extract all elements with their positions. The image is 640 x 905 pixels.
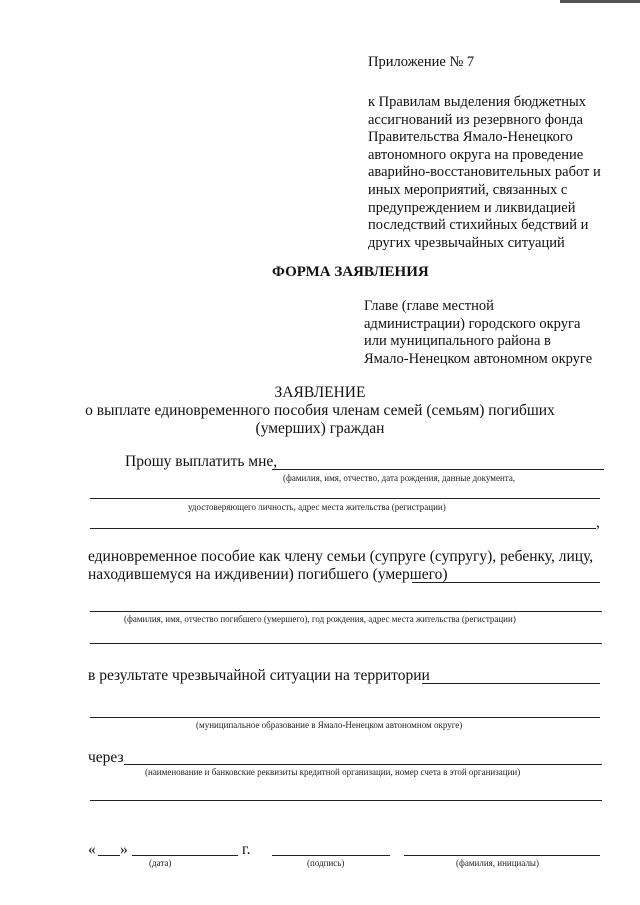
- statement-subtitle-line2: (умерших) граждан: [255, 420, 385, 437]
- annex-line: последствий стихийных бедствий и: [368, 217, 589, 234]
- benefit-line-1: единовременное пособие как члену семьи (супруге (супругу), ребенку, лицу,: [88, 548, 594, 565]
- year-suffix: г.: [242, 841, 251, 858]
- applicant-name-field-line: [272, 469, 604, 470]
- date-caption: (дата): [149, 858, 172, 868]
- addressee-line: или муниципального района в: [364, 333, 551, 350]
- address-comma: ,: [596, 514, 600, 531]
- deceased-extra-field-line: [90, 643, 602, 644]
- addressee-block: [364, 298, 592, 368]
- annex-text: [368, 94, 601, 252]
- bank-caption: (наименование и банковские реквизиты кредитной организации, номер счета в этой организации): [145, 767, 521, 777]
- initials-field-line: [404, 855, 600, 856]
- annex-line: автономного округа на проведение: [368, 146, 584, 163]
- annex-line: ассигнований из резервного фонда: [368, 111, 583, 128]
- territory-field-line: [422, 683, 600, 684]
- addressee-line: Главе (главе местной: [364, 298, 494, 314]
- signature-field-line: [272, 855, 390, 856]
- annex-line: аварийно-восстановительных работ и: [368, 164, 601, 181]
- applicant-address-field-line: [90, 528, 596, 529]
- municipality-field-line: [90, 717, 600, 718]
- date-quote-open: «: [88, 841, 96, 858]
- applicant-document-field-line: [90, 498, 600, 499]
- annex-line: предупреждением и ликвидацией: [368, 199, 576, 216]
- initials-caption: (фамилия, инициалы): [456, 858, 539, 868]
- annex-line: Правительства Ямало-Ненецкого: [368, 129, 573, 146]
- statement-title: ЗАЯВЛЕНИЕ: [274, 384, 366, 401]
- annex-line: к Правилам выделения бюджетных: [368, 94, 586, 110]
- deceased-caption: (фамилия, имя, отчество погибшего (умершего), год рождения, адрес места жительства (регистрации): [124, 614, 516, 624]
- scan-edge-mark: [560, 0, 640, 3]
- via-label: через: [88, 749, 124, 766]
- month-field-line: [132, 855, 238, 856]
- deceased-name-field-line: [412, 582, 600, 583]
- signature-caption: (подпись): [307, 858, 345, 868]
- bank-field-line: [124, 764, 602, 765]
- date-quote-close: »: [120, 841, 128, 858]
- annex-line: иных мероприятий, связанных с: [368, 181, 568, 198]
- emergency-text: в результате чрезвычайной ситуации на территории: [88, 667, 430, 684]
- addressee-line: Ямало-Ненецком автономном округе: [364, 350, 593, 367]
- applicant-caption-2: удостоверяющего личность, адрес места жительства (регистрации): [188, 502, 446, 512]
- applicant-caption-1: (фамилия, имя, отчество, дата рождения, данные документа,: [283, 473, 516, 483]
- annex-line: других чрезвычайных ситуаций: [368, 234, 565, 251]
- annex-title: Приложение № 7: [368, 54, 475, 70]
- form-title: ФОРМА ЗАЯВЛЕНИЯ: [272, 264, 429, 280]
- benefit-line-2: находившемуся на иждивении) погибшего (умершего): [88, 566, 448, 583]
- bank-extra-field-line: [90, 800, 602, 801]
- statement-subtitle-line1: о выплате единовременного пособия членам семей (семьям) погибших: [85, 402, 555, 419]
- deceased-details-field-line: [90, 611, 602, 612]
- addressee-line: администрации) городского округа: [364, 315, 581, 332]
- request-lead: Прошу выплатить мне,: [125, 453, 278, 470]
- municipality-caption: (муниципальное образование в Ямало-Ненецком автономном округе): [196, 720, 463, 730]
- day-field-line: [98, 855, 120, 856]
